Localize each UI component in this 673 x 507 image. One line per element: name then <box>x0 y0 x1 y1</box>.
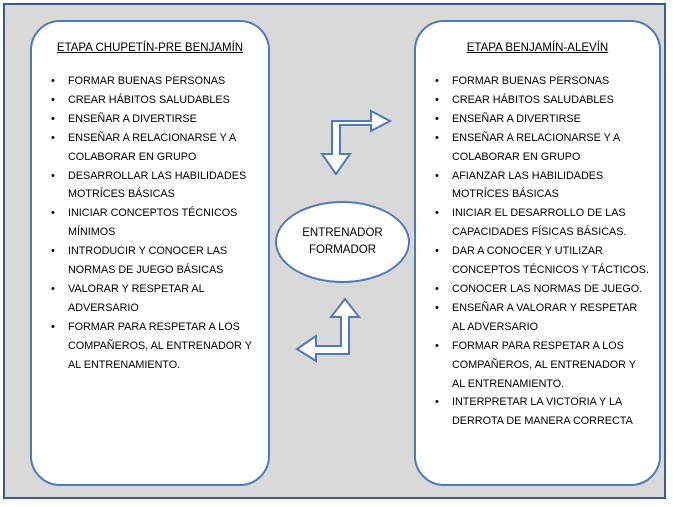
list-item: • FORMAR BUENAS PERSONAS <box>48 72 258 91</box>
list-item: • ENSEÑAR A VALORAR Y RESPETAR AL ADVERSARIO <box>432 299 649 337</box>
list-item: • INICIAR CONCEPTOS TÉCNICOS MÍNIMOS <box>48 204 258 242</box>
list-item: • ENSEÑAR A DIVERTIRSE <box>432 110 649 129</box>
list-item: • ENSEÑAR A RELACIONARSE Y A COLABORAR EN GRUPO <box>432 129 649 167</box>
list-item: • INTERPRETAR LA VICTORIA Y LA DERROTA DE MANERA CORRECTA <box>432 393 649 431</box>
list-item: • ENSEÑAR A DIVERTIRSE <box>48 110 258 129</box>
diagram-frame <box>3 3 666 499</box>
list-item: • INTRODUCIR Y CONOCER LAS NORMAS DE JUEGO BÁSICAS <box>48 242 258 280</box>
list-item: • FORMAR PARA RESPETAR A LOS COMPAÑEROS, AL ENTRENADOR Y AL ENTRENAMIENTO. <box>48 318 258 375</box>
coach-label-line2: FORMADOR <box>308 244 377 256</box>
coach-ellipse <box>275 201 410 283</box>
list-item: • DAR A CONOCER Y UTILIZAR CONCEPTOS TÉCNICOS Y TÁCTICOS. <box>432 242 649 280</box>
list-item: • CREAR HÁBITOS SALUDABLES <box>48 91 258 110</box>
double-headed-arrow-icon <box>295 298 367 368</box>
coach-label-line1: ENTRENADOR <box>302 227 383 239</box>
double-headed-arrow-icon <box>320 100 392 175</box>
list-item: • CONOCER LAS NORMAS DE JUEGO. <box>432 280 649 299</box>
list-item: • INICIAR EL DESARROLLO DE LAS CAPACIDADES FÍSICAS BÁSICAS. <box>432 204 649 242</box>
list-item: • FORMAR PARA RESPETAR A LOS COMPAÑEROS, AL ENTRENADOR Y AL ENTRENAMIENTO. <box>432 337 649 394</box>
stage-panel-chupetin-prebenjamin <box>30 20 270 486</box>
right-stage-list <box>432 72 649 431</box>
list-item: • ENSEÑAR A RELACIONARSE Y A COLABORAR EN GRUPO <box>48 129 258 167</box>
left-stage-list <box>48 72 258 375</box>
stage-panel-benjamin-alevin <box>414 20 661 486</box>
right-stage-title: ETAPA BENJAMÍN-ALEVÍN <box>466 42 609 54</box>
list-item: • VALORAR Y RESPETAR AL ADVERSARIO <box>48 280 258 318</box>
list-item: • DESARROLLAR LAS HABILIDADES MOTRÍCES BÁSICAS <box>48 167 258 205</box>
left-stage-title: ETAPA CHUPETÍN-PRE BENJAMÍN <box>56 42 244 54</box>
list-item: • CREAR HÁBITOS SALUDABLES <box>432 91 649 110</box>
list-item: • FORMAR BUENAS PERSONAS <box>432 72 649 91</box>
list-item: • AFIANZAR LAS HABILIDADES MOTRÍCES BÁSICAS <box>432 167 649 205</box>
